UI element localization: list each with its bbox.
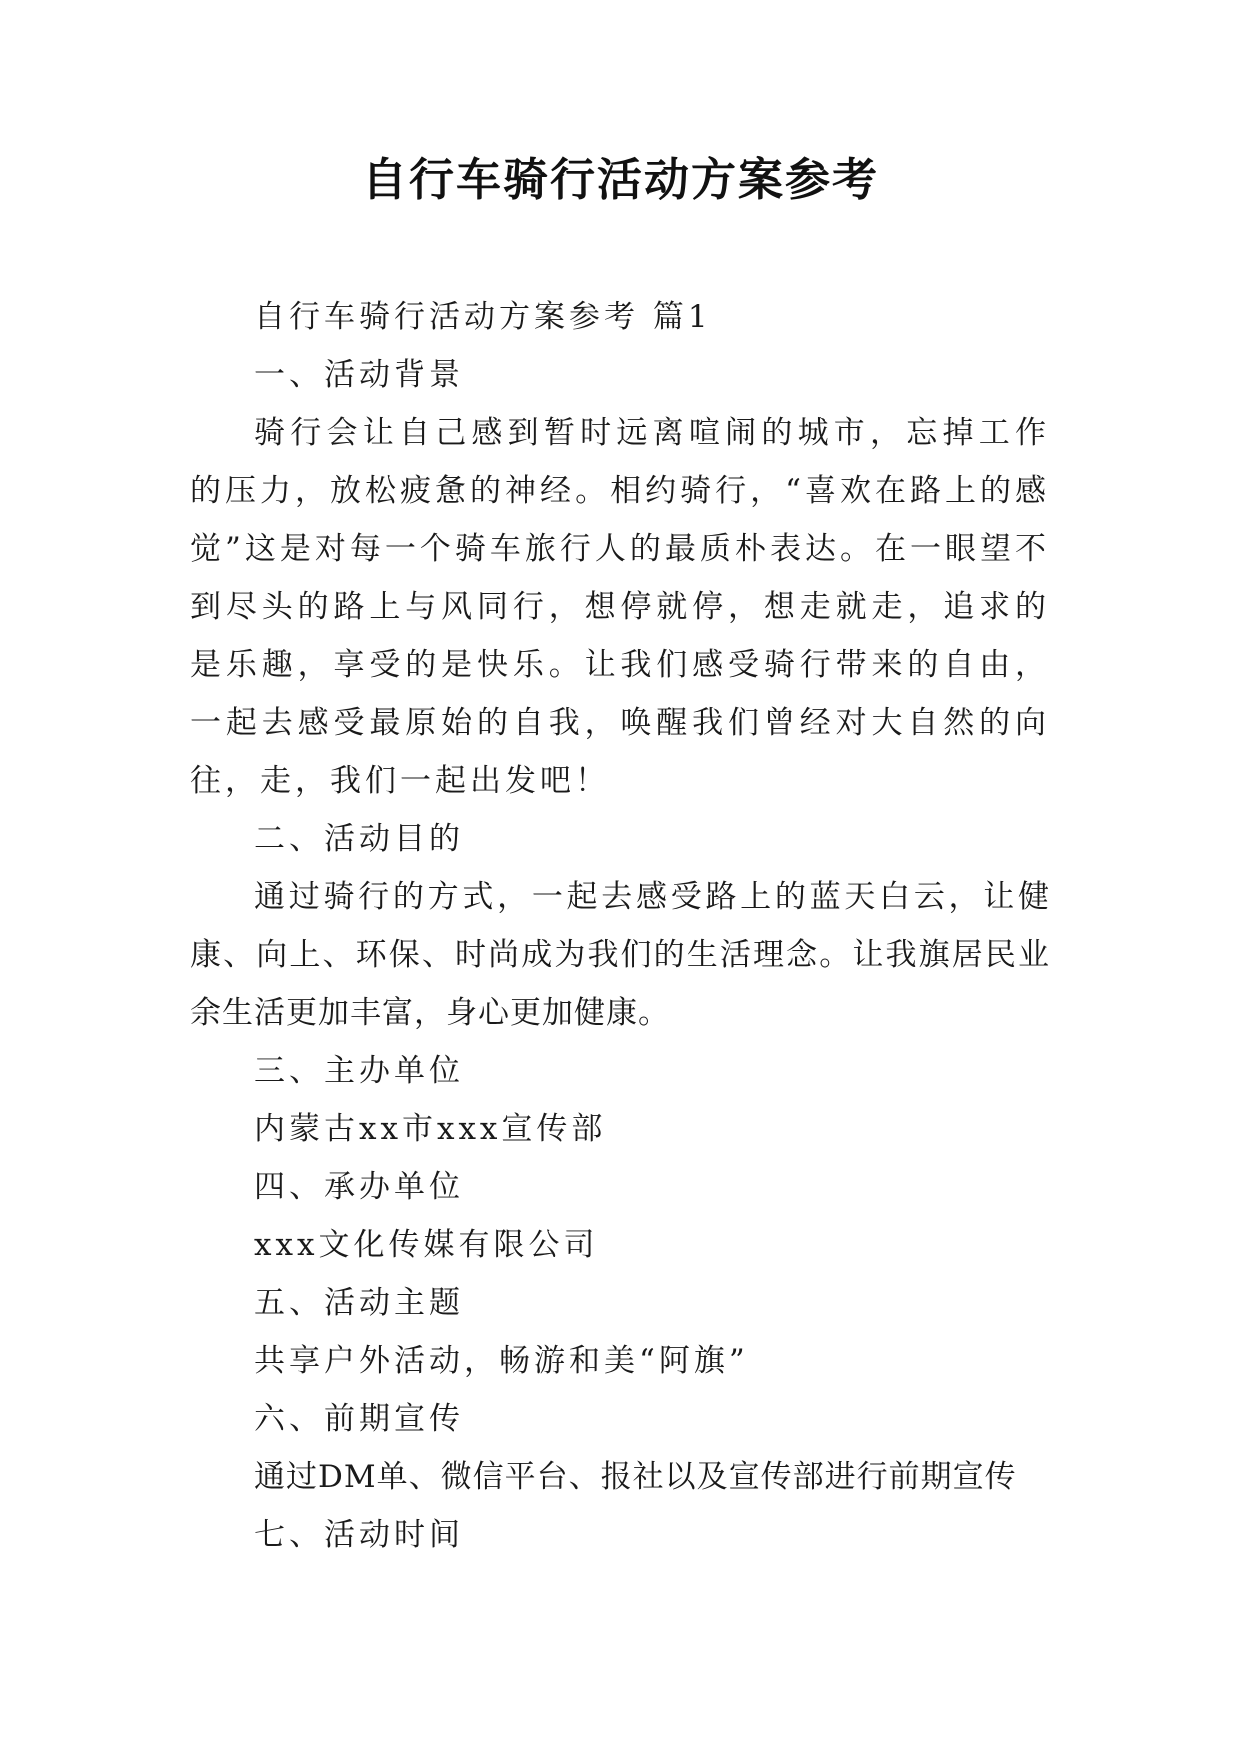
- paragraph-co-organizer: xxx文化传媒有限公司: [254, 1227, 599, 1263]
- paragraph-publicity: 通过DM单、微信平台、报社以及宣传部进行前期宣传: [254, 1459, 1017, 1495]
- heading-activity-time: 七、活动时间: [254, 1517, 464, 1553]
- heading-co-organizer: 四、承办单位: [254, 1169, 464, 1205]
- heading-activity-background: 一、活动背景: [254, 357, 464, 393]
- heading-organizer: 三、主办单位: [254, 1053, 464, 1089]
- heading-activity-theme: 五、活动主题: [254, 1285, 464, 1321]
- paragraph-activity-theme: 共享户外活动，畅游和美“阿旗”: [254, 1343, 749, 1379]
- document-title: 自行车骑行活动方案参考: [361, 153, 879, 206]
- paragraph-activity-purpose: 通过骑行的方式，一起去感受路上的蓝天白云，让健康、向上、环保、时尚成为我们的生活理念。让我旗居民业余生活更加丰富，身心更加健康。: [190, 879, 1050, 1031]
- paragraph-activity-background: 骑行会让自己感到暂时远离喧闹的城市，忘掉工作的压力，放松疲惫的神经。相约骑行，“喜欢在路上的感觉”这是对每一个骑车旅行人的最质朴表达。在一眼望不到尽头的路上与风同行，想停就停，想走就走，追求的是乐趣，享受的是快乐。让我们感受骑行带来的自由，一起去感受最原始的自我，唤醒我们曾经对大自然的向往，走，我们一起出发吧！: [190, 415, 1050, 799]
- paragraph-organizer: 内蒙古xx市xxx宣传部: [254, 1111, 607, 1147]
- section-heading-part-1: 自行车骑行活动方案参考 篇1: [254, 299, 712, 335]
- document-body: [190, 288, 1050, 1564]
- heading-activity-purpose: 二、活动目的: [254, 821, 464, 857]
- heading-publicity: 六、前期宣传: [254, 1401, 464, 1437]
